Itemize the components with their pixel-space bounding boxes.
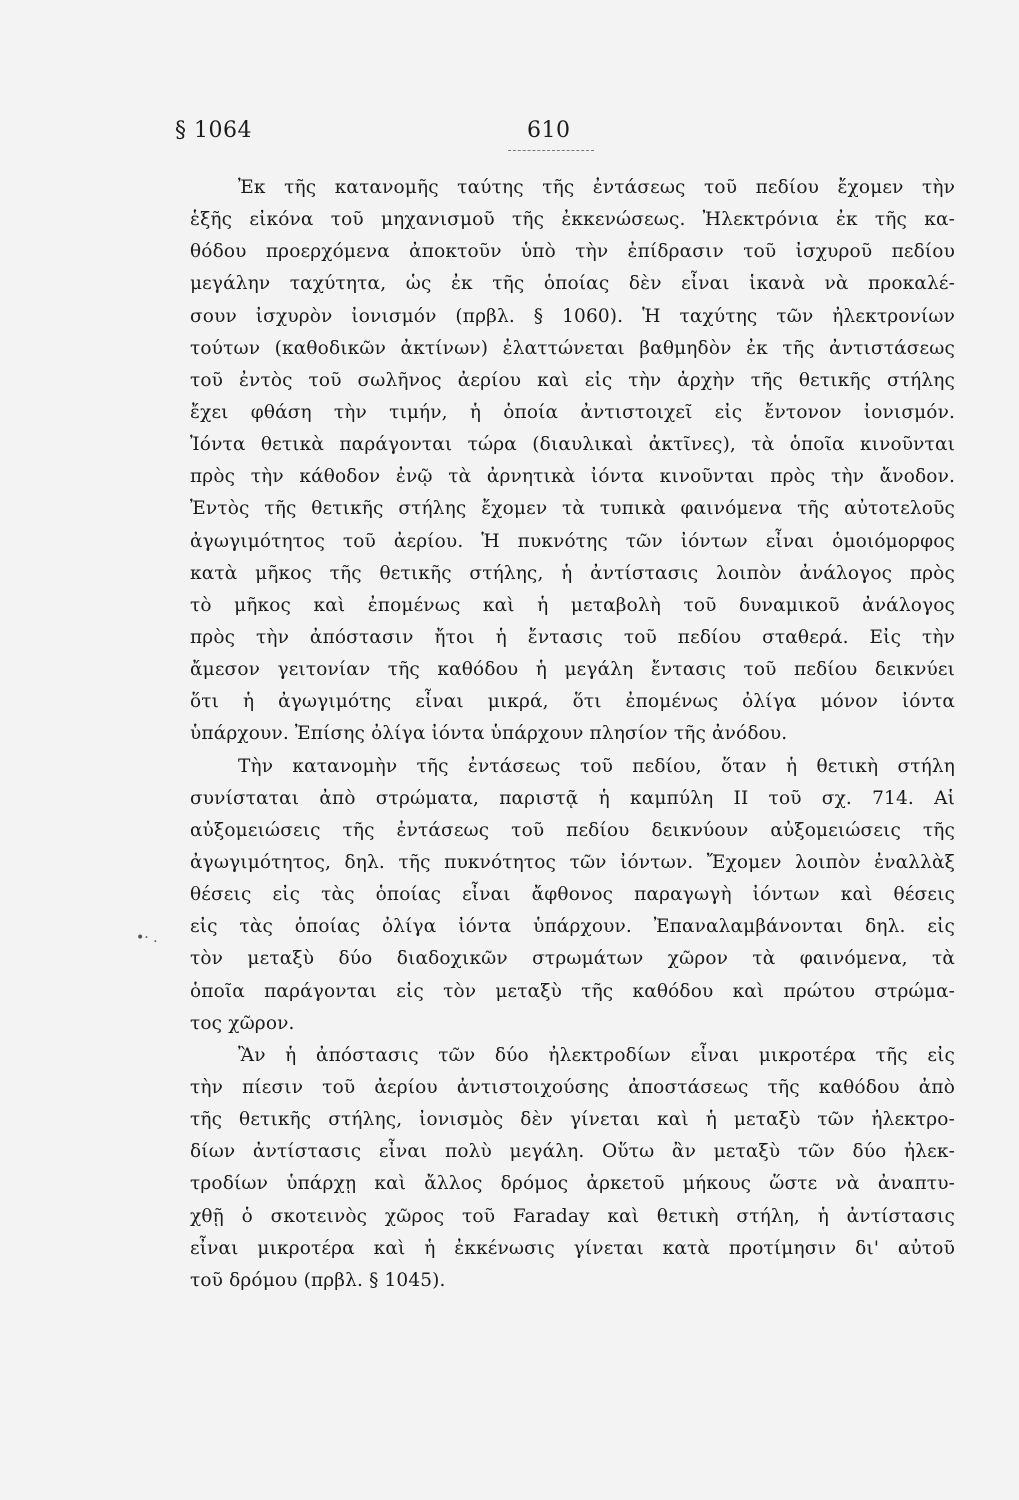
text-line: πρὸς τὴν ἀπόστασιν ἤτοι ἡ ἔντασις τοῦ πεδίου σταθερά. Εἰς τὴν [190,626,955,648]
text-line: τος χῶρον. [190,1012,295,1034]
text-line: θόδου προερχόμενα ἀποκτοῦν ὑπὸ τὴν ἐπίδρασιν τοῦ ἰσχυροῦ πεδίου [190,241,955,263]
margin-mark: •· . [136,930,158,946]
text-line: Ἐκ τῆς κατανομῆς ταύτης τῆς ἐντάσεως τοῦ πεδίου ἔχομεν τὴν [238,177,955,198]
text-line: τὴν πίεσιν τοῦ ἀερίου ἀντιστοιχούσης ἀποστάσεως τῆς καθόδου ἀπὸ [190,1076,955,1098]
text-line: εἶναι μικροτέρα καὶ ἡ ἐκκένωσις γίνεται κατὰ προτίμησιν δι' αὐτοῦ [190,1237,955,1259]
text-line: ὅτι ἡ ἀγωγιμότης εἶναι μικρά, ὅτι ἐπομένως ὀλίγα μόνον ἰόντα [190,691,955,713]
page-number-rule [508,150,594,151]
text-line: τῆς θετικῆς στήλης, ἰονισμὸς δὲν γίνεται καὶ ἡ μεταξὺ τῶν ἠλεκτρο- [190,1109,955,1131]
page-number: 610 [527,118,571,143]
text-line: ἔχει φθάση τὴν τιμήν, ἡ ὁποία ἀντιστοιχεῖ εἰς ἔντονον ἰονισμόν. [190,401,955,423]
text-line: τὸν μεταξὺ δύο διαδοχικῶν στρωμάτων χῶρον τὰ φαινόμενα, τὰ [190,948,955,970]
text-line: Ἰόντα θετικὰ παράγονται τώρα (διαυλικαὶ ἀκτῖνες), τὰ ὁποῖα κινοῦνται [190,434,955,456]
text-line: θέσεις εἰς τὰς ὁποίας εἶναι ἄφθονος παραγωγὴ ἰόντων καὶ θέσεις [190,884,955,906]
text-line: αὐξομειώσεις τῆς ἐντάσεως τοῦ πεδίου δεικνύουν αὐξομειώσεις τῆς [190,819,955,841]
text-line: ὑπάρχουν. Ἐπίσης ὀλίγα ἰόντα ὑπάρχουν πλησίον τῆς ἀνόδου. [190,723,788,745]
text-line: Ἐντὸς τῆς θετικῆς στήλης ἔχομεν τὰ τυπικὰ φαινόμενα τῆς αὐτοτελοῦς [190,498,955,520]
text-line: πρὸς τὴν κάθοδον ἐνῷ τὰ ἀρνητικὰ ἰόντα κινοῦνται πρὸς τὴν ἄνοδον. [190,466,955,488]
text-line: ἀγωγιμότητος τοῦ ἀερίου. Ἡ πυκνότης τῶν ἰόντων εἶναι ὁμοιόμορφος [190,530,955,552]
text-line: ὁποῖα παράγονται εἰς τὸν μεταξὺ τῆς καθόδου καὶ πρώτου στρώμα- [190,980,955,1002]
text-line: μεγάλην ταχύτητα, ὡς ἐκ τῆς ὁποίας δὲν εἶναι ἱκανὰ νὰ προκαλέ- [190,273,955,295]
text-line: ἄμεσον γειτονίαν τῆς καθόδου ἡ μεγάλη ἔντασις τοῦ πεδίου δεικνύει [190,659,955,681]
text-line: τὸ μῆκος καὶ ἐπομένως καὶ ἡ μεταβολὴ τοῦ δυναμικοῦ ἀνάλογος [190,594,955,616]
text-line: συνίσταται ἀπὸ στρώματα, παριστᾷ ἡ καμπύλη II τοῦ σχ. 714. Αἱ [190,787,955,809]
text-line: Ἂν ἡ ἀπόστασις τῶν δύο ἠλεκτροδίων εἶναι μικροτέρα τῆς εἰς [238,1044,955,1066]
text-line: Τὴν κατανομὴν τῆς ἐντάσεως τοῦ πεδίου, ὅταν ἡ θετικὴ στήλη [238,755,955,777]
text-line: κατὰ μῆκος τῆς θετικῆς στήλης, ἡ ἀντίστασις λοιπὸν ἀνάλογος πρὸς [190,562,955,584]
text-line: ἑξῆς εἰκόνα τοῦ μηχανισμοῦ τῆς ἐκκενώσεως. Ἠλεκτρόνια ἐκ τῆς κα- [190,209,955,231]
text-line: τροδίων ὑπάρχῃ καὶ ἄλλος δρόμος ἀρκετοῦ μήκους ὥστε νὰ ἀναπτυ- [190,1173,955,1195]
section-number: § 1064 [175,118,252,143]
page-header [0,118,1019,158]
text-line: τοῦ ἐντὸς τοῦ σωλῆνος ἀερίου καὶ εἰς τὴν ἀρχὴν τῆς θετικῆς στήλης [190,369,955,391]
text-line: σουν ἰσχυρὸν ἰονισμόν (πρβλ. § 1060). Ἡ ταχύτης τῶν ἠλεκτρονίων [190,305,955,327]
text-line: δίων ἀντίστασις εἶναι πολὺ μεγάλη. Οὕτω ἂν μεταξὺ τῶν δύο ἠλεκ- [190,1141,955,1163]
text-line: ἀγωγιμότητος, δηλ. τῆς πυκνότητος τῶν ἰόντων. Ἔχομεν λοιπὸν ἐναλλὰξ [190,851,955,873]
text-line: τούτων (καθοδικῶν ἀκτίνων) ἐλαττώνεται βαθμηδὸν ἐκ τῆς ἀντιστάσεως [190,337,955,359]
text-line: εἰς τὰς ὁποίας ὀλίγα ἰόντα ὑπάρχουν. Ἐπαναλαμβάνονται δηλ. εἰς [190,916,955,938]
text-line: χθῇ ὁ σκοτεινὸς χῶρος τοῦ Faraday καὶ θετικὴ στήλη, ἡ ἀντίστασις [190,1205,955,1227]
text-line: τοῦ δρόμου (πρβλ. § 1045). [190,1269,446,1291]
body-text [190,172,955,1297]
